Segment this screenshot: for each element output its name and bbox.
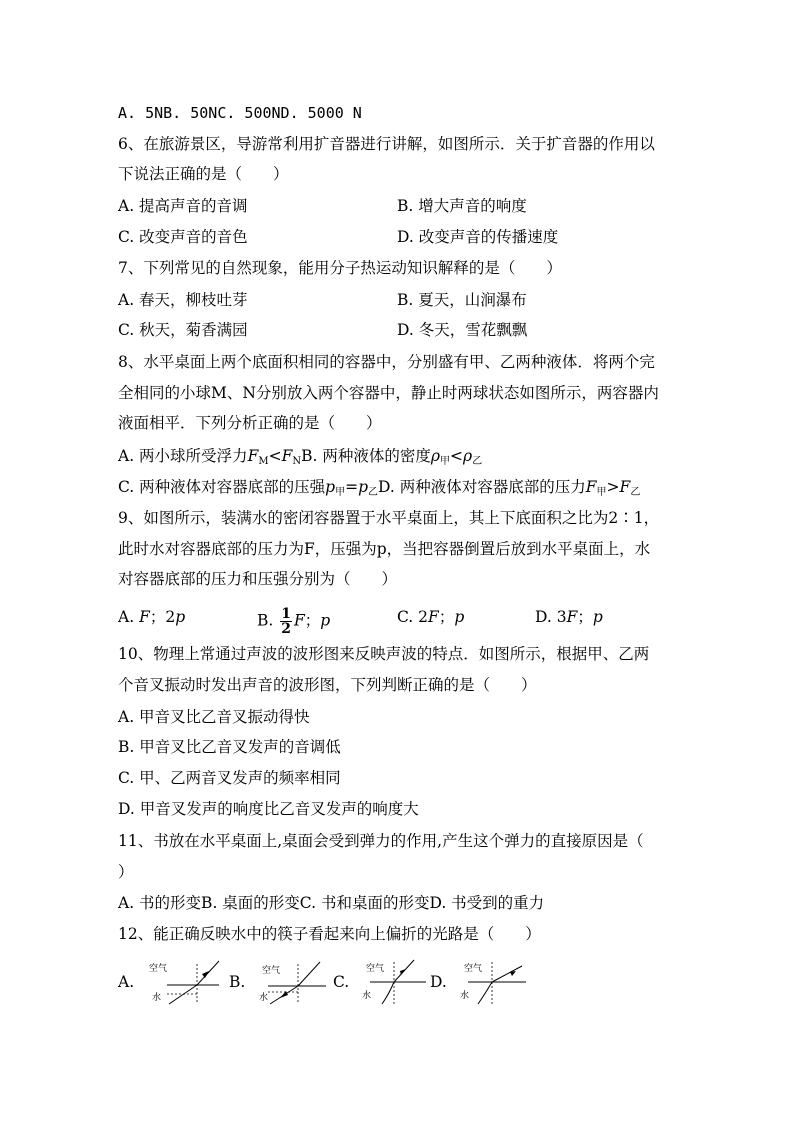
water-label: 水 xyxy=(259,993,269,1003)
q9-option-b: B. $\frac{1}{2}$ F；p xyxy=(257,606,331,637)
air-label: 空气 xyxy=(149,964,168,974)
q7-stem: 7、下列常见的自然现象，能用分子热运动知识解释的是（ ） xyxy=(118,259,562,277)
water-label: 水 xyxy=(362,991,372,1001)
q8-stem-line3: 液面相平．下列分析正确的是（ ） xyxy=(118,414,382,432)
q8-option-c-text: C. 两种液体对容器底部的压强 xyxy=(118,478,326,496)
q8-stem-line2: 全相同的小球M、N分别放入两个容器中，静止时两球状态如图所示，两容器内 xyxy=(118,384,659,402)
q12-stem: 12、能正确反映水中的筷子看起来向上偏折的光路是（ ） xyxy=(118,925,541,943)
q12-option-a-label: A. xyxy=(118,973,135,991)
q12-option-d-label: D. xyxy=(430,973,447,991)
q9-option-c: C. 2F；p xyxy=(397,608,465,626)
q6-option-c: C. 改变声音的音色 xyxy=(118,228,248,246)
q6-option-a: A. 提高声音的音调 xyxy=(118,197,248,215)
q10-stem-line2: 个音叉振动时发出声音的波形图，下列判断正确的是（ ） xyxy=(118,676,537,694)
q12-option-c-label: C. xyxy=(333,973,350,991)
water-label: 水 xyxy=(152,993,162,1003)
q7-option-d: D. 冬天，雪花飘飘 xyxy=(397,321,528,339)
q6-stem-line2: 下说法正确的是（ ） xyxy=(118,165,289,183)
q9-stem-line2: 此时水对容器底部的压力为F，压强为p，当把容器倒置后放到水平桌面上，水 xyxy=(118,540,651,558)
air-label: 空气 xyxy=(366,964,385,974)
q9-stem-line3: 对容器底部的压力和压强分别为（ ） xyxy=(118,570,398,588)
q11-stem-line1: 11、书放在水平桌面上,桌面会受到弹力的作用,产生这个弹力的直接原因是（ xyxy=(118,832,644,850)
q6-stem-line1: 6、在旅游景区，导游常利用扩音器进行讲解，如图所示．关于扩音器的作用以 xyxy=(118,135,655,153)
q8-option-d-text: D. 两种液体对容器底部的压力 xyxy=(378,478,586,496)
q11-stem-line2: ） xyxy=(118,863,134,881)
q8-stem-line1: 8、水平桌面上两个底面积相同的容器中，分别盛有甲、乙两种液体．将两个完 xyxy=(118,353,655,371)
q11-options: A. 书的形变B. 桌面的形变C. 书和桌面的形变D. 书受到的重力 xyxy=(118,894,545,912)
q6-option-b: B. 增大声音的响度 xyxy=(397,197,527,215)
q12-diagram-b xyxy=(254,958,330,1006)
q8-option-b-text: B. 两种液体的密度 xyxy=(301,447,431,465)
q10-stem-line1: 10、物理上常通过声波的波形图来反映声波的特点．如图所示，根据甲、乙两 xyxy=(118,645,650,663)
q7-option-a: A. 春天，柳枝吐芽 xyxy=(118,291,248,309)
q9-option-a: A. F；2p xyxy=(118,608,186,626)
q7-option-c: C. 秋天，菊香满园 xyxy=(118,321,248,339)
q8-options-cd: C. 两种液体对容器底部的压强$p_甲=p_乙D$. 两种液体对容器底部的压力$F_甲>F_乙$ xyxy=(118,478,641,498)
q12-diagram-d xyxy=(454,958,528,1006)
q8-option-a-text: A. 两小球所受浮力 xyxy=(118,447,248,465)
q12-diagram-c xyxy=(356,958,428,1006)
q10-option-d: D. 甲音叉发声的响度比乙音叉发声的响度大 xyxy=(118,800,419,818)
fraction-one-half: $\frac{1}{2}$ xyxy=(281,606,292,637)
air-label: 空气 xyxy=(262,966,281,976)
water-label: 水 xyxy=(460,991,470,1001)
q6-option-d: D. 改变声音的传播速度 xyxy=(397,228,559,246)
q7-option-b: B. 夏天，山涧瀑布 xyxy=(397,291,527,309)
air-label: 空气 xyxy=(464,964,483,974)
q9-stem-line1: 9、如图所示，装满水的密闭容器置于水平桌面上，其上下底面积之比为2∶1， xyxy=(118,509,660,527)
q10-option-b: B. 甲音叉比乙音叉发声的音调低 xyxy=(118,738,341,756)
q12-diagram-a xyxy=(145,958,225,1006)
q10-option-c: C. 甲、乙两音叉发声的频率相同 xyxy=(118,769,341,787)
q10-option-a: A. 甲音叉比乙音叉振动得快 xyxy=(118,708,310,726)
q5-options: A. 5NB. 50NC. 500ND. 5000 N xyxy=(118,104,362,122)
q9-option-d: D. 3F；p xyxy=(535,608,603,626)
q8-options-ab: A. 两小球所受浮力$F_M<F_NB$. 两种液体的密度$\rho_甲<\rho_乙$ xyxy=(118,447,483,467)
q12-option-b-label: B. xyxy=(229,973,246,991)
